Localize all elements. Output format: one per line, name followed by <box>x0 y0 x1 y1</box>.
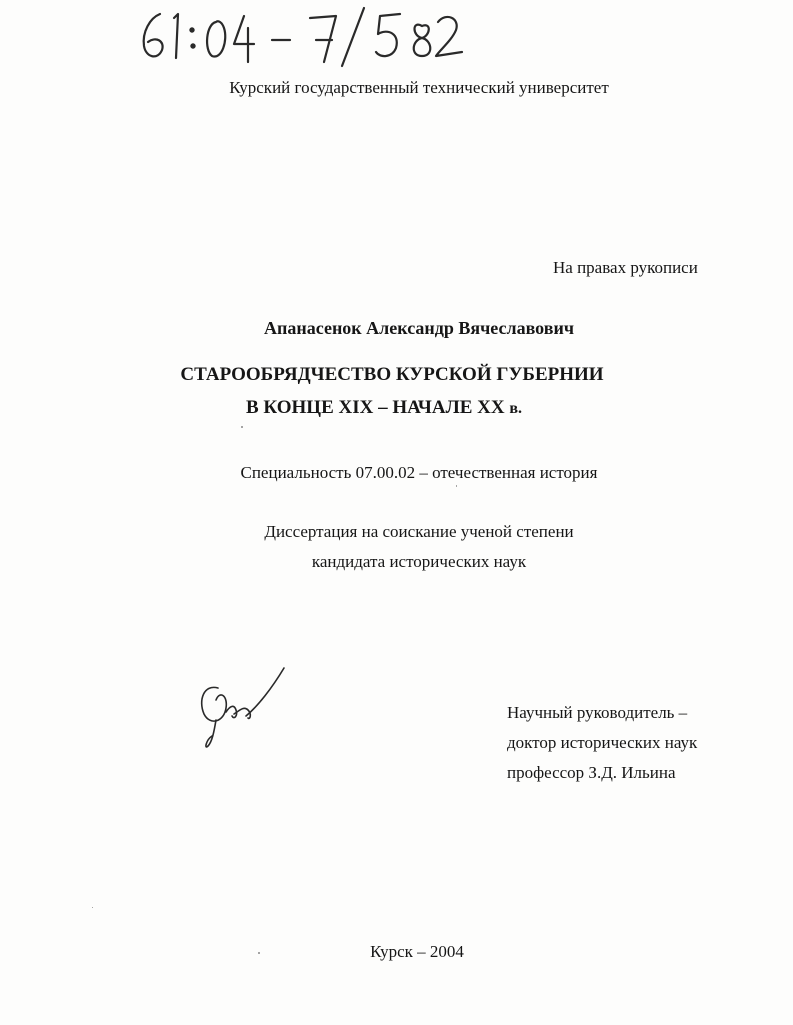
supervisor-line-3: профессор З.Д. Ильина <box>507 763 676 782</box>
scan-speck <box>258 952 260 954</box>
dissertation-line-1: Диссертация на соискание ученой степени <box>264 522 574 541</box>
scan-speck <box>92 907 93 908</box>
supervisor-line-2: доктор исторических наук <box>507 733 698 752</box>
signature <box>190 660 300 760</box>
supervisor-line-1: Научный руководитель – <box>507 703 688 722</box>
title-line-2-suffix: в. <box>509 400 523 417</box>
university-name: Курский государственный технический университет <box>229 78 609 97</box>
scan-speck <box>241 426 243 428</box>
author-name: Апанасенок Александр Вячеславович <box>264 318 574 338</box>
title-line-2-main: В КОНЦЕ XIX – НАЧАЛЕ XX <box>246 397 505 418</box>
specialty: Специальность 07.00.02 – отечественная история <box>240 463 598 482</box>
scan-speck <box>456 485 457 487</box>
dissertation-line-2: кандидата исторических наук <box>311 552 527 571</box>
place-and-year: Курск – 2004 <box>370 942 464 961</box>
handwritten-catalog-number <box>132 0 472 70</box>
title-line-1: СТАРООБРЯДЧЕСТВО КУРСКОЙ ГУБЕРНИИ <box>180 364 604 385</box>
title-line-2 <box>246 397 522 420</box>
manuscript-rights-note: На правах рукописи <box>553 258 698 277</box>
